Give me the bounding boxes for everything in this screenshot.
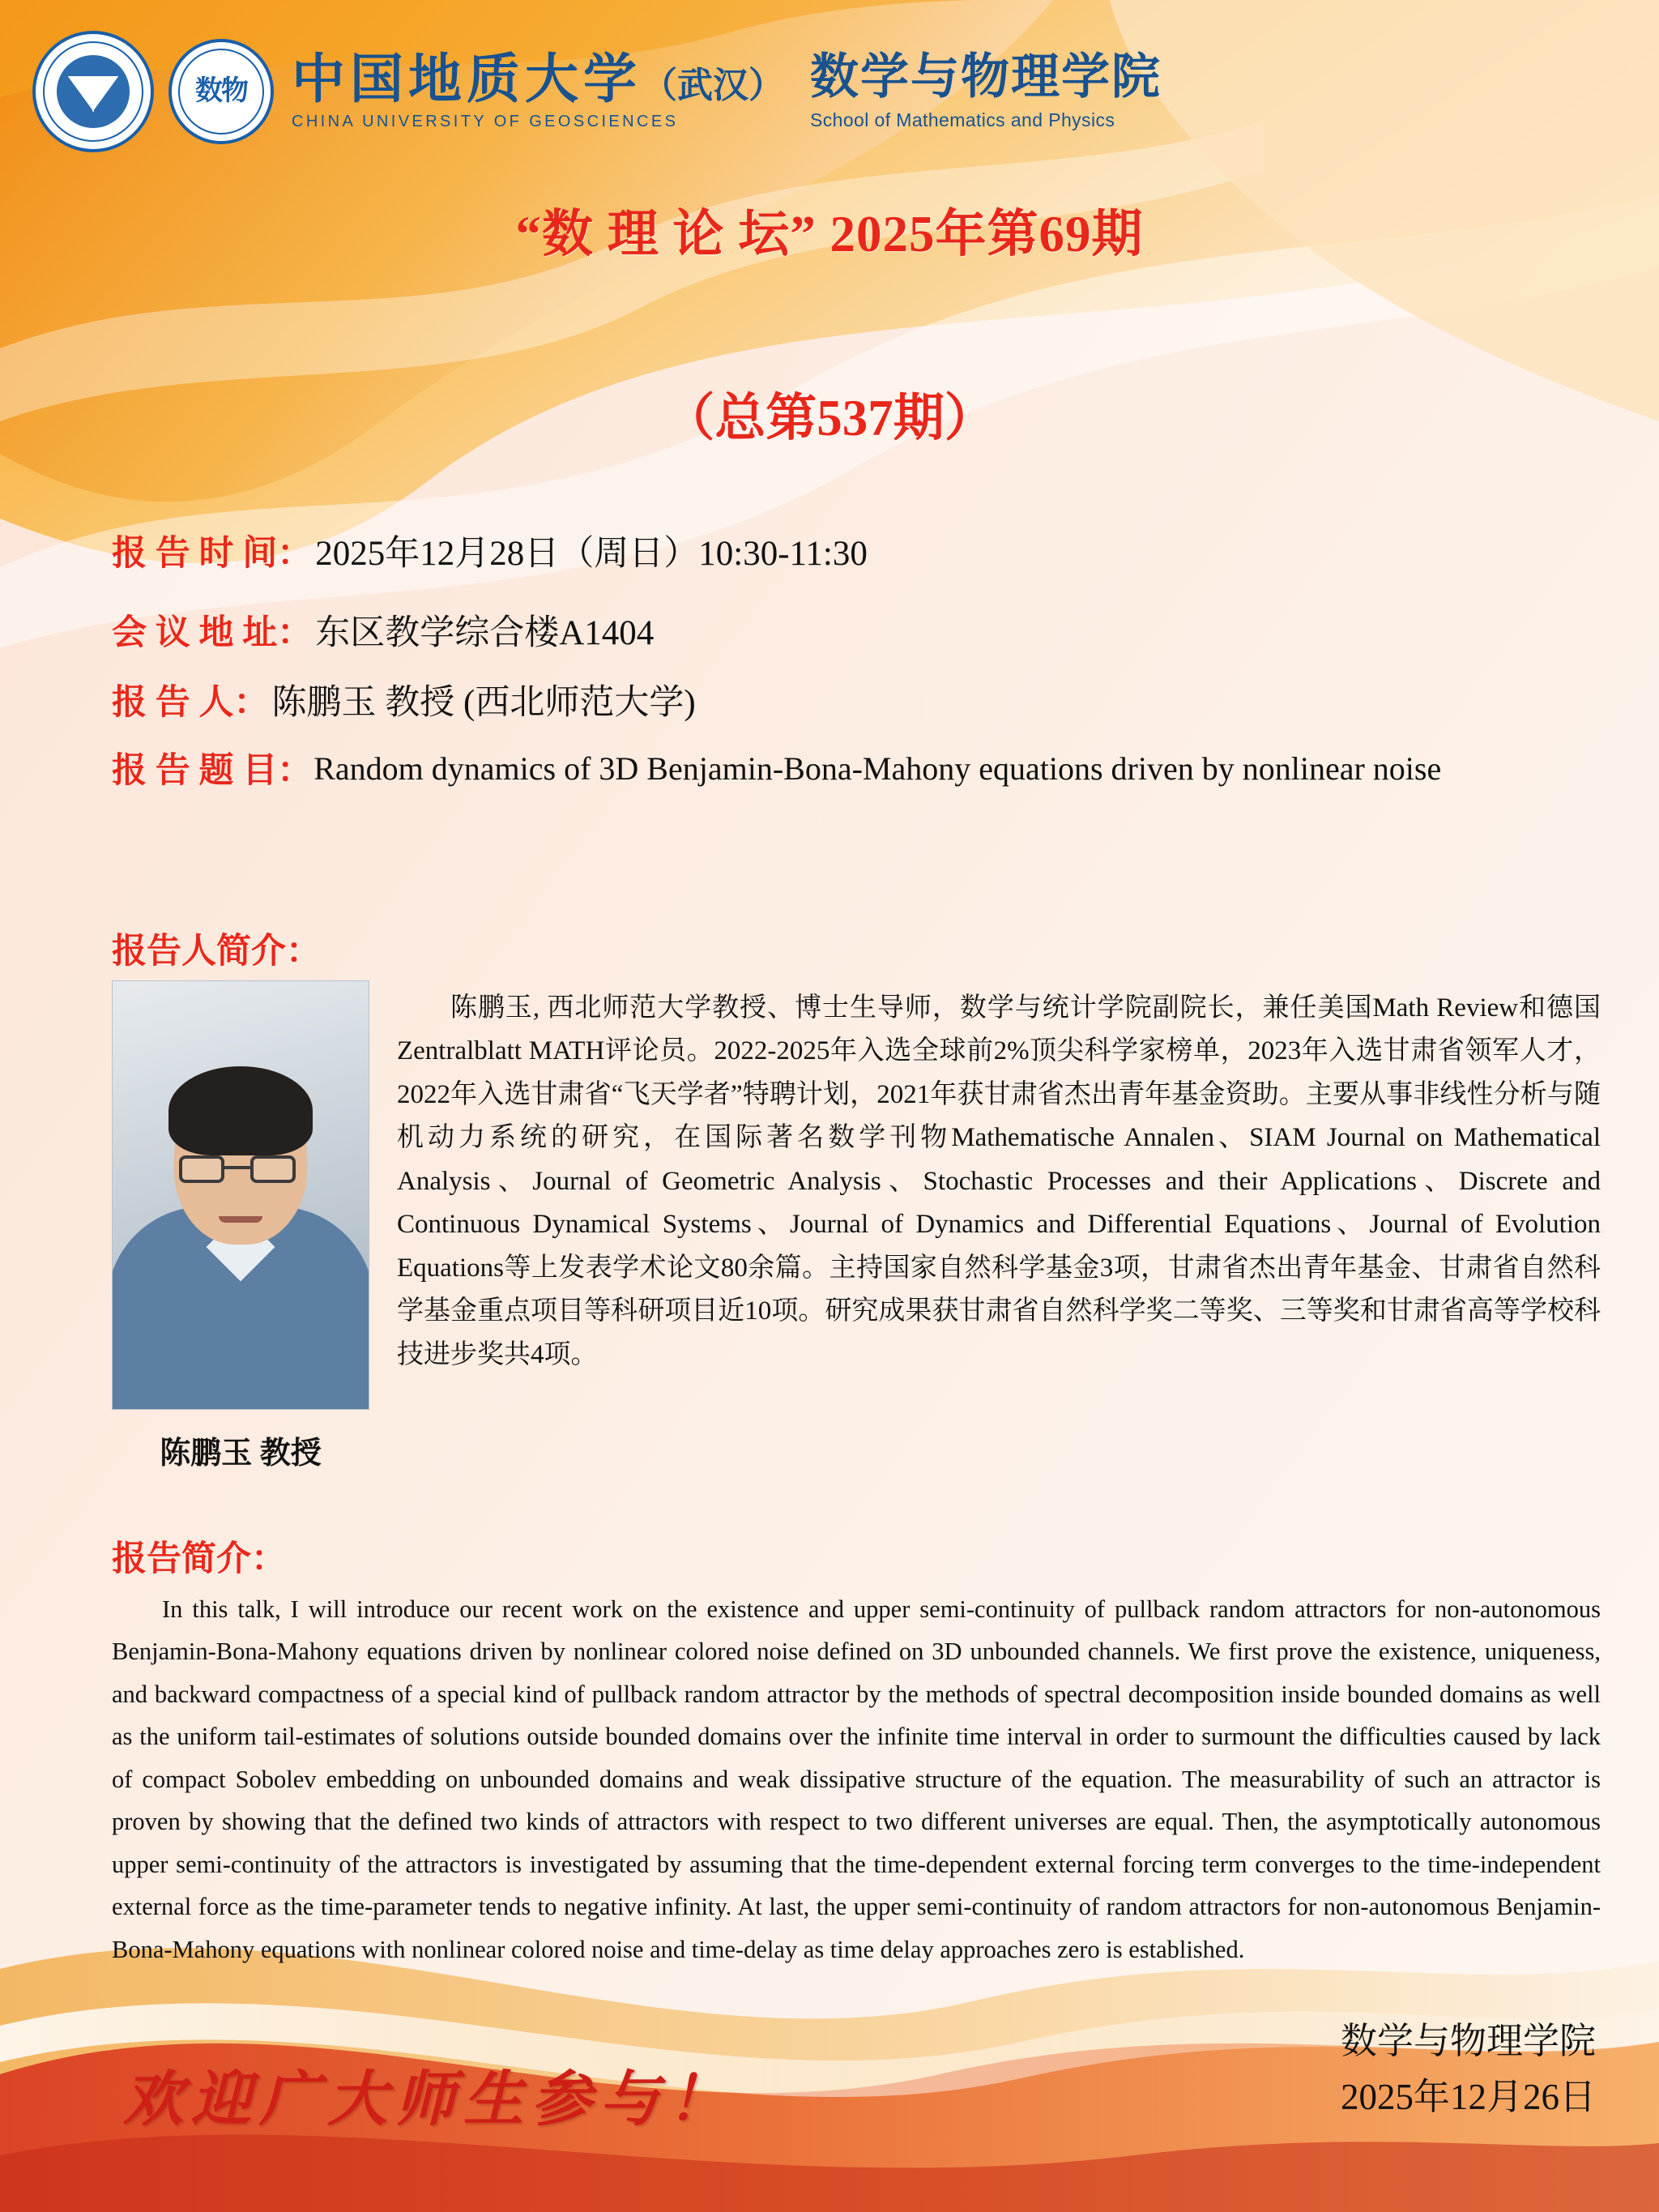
- math-physics-seal-icon: [168, 39, 274, 144]
- bio-paragraph: 陈鹏玉, 西北师范大学教授、博士生导师，数学与统计学院副院长，兼任美国Math Review和德国Zentralblatt MATH评论员。2022-2025年入选全球前2%顶尖科学家榜单，2023年入选甘肃省领军人才，2022年入选甘肃省“飞天学者”特聘计划，2021年获甘肃省杰出青年基金资助。主要从事非线性分析与随机动力系统的研究，在国际著名数学刊物Mathematische Annalen、SIAM Journal on Mathematical Analysis、Journal of Geometric Analysis、Stochastic Processes and their Applications、Discrete and Continuous Dynamical Systems、Journal of Dynamics and Differential Equations、Journal of Evolution Equations等上发表学术论文80余篇。主持国家自然科学基金3项，甘肃省杰出青年基金、甘肃省自然科学基金重点项目等科研项目近10项。研究成果获甘肃省自然科学奖二等奖、三等奖和甘肃省高等学校科技进步奖共4项。: [397, 993, 1601, 1369]
- speaker-label: 报 告 人：: [112, 684, 269, 723]
- poster-header: [32, 15, 1627, 169]
- bio-heading: 报告人简介：: [112, 933, 321, 971]
- cug-seal-icon: [32, 31, 154, 152]
- speaker-photo-caption: 陈鹏玉 教授: [160, 1437, 322, 1471]
- bio-text: [397, 987, 1601, 1377]
- speaker-photo-block: [112, 980, 369, 1472]
- abstract-heading: 报告简介：: [112, 1540, 286, 1578]
- math-seal-text: 数物: [195, 75, 247, 106]
- topic-label: 报 告 题 目：: [112, 752, 313, 791]
- poster-title-line1: “数 理 论 坛” 2025年第69期: [515, 206, 1144, 263]
- university-name-en: CHINA UNIVERSITY OF GEOSCIENCES: [292, 113, 679, 131]
- university-campus-cn: （武汉）: [642, 65, 784, 105]
- abstract-text: [112, 1588, 1601, 1971]
- time-label: 报 告 时 间：: [112, 535, 313, 573]
- place-value: 东区教学综合楼A1404: [315, 614, 655, 653]
- place-label: 会 议 地 址：: [112, 614, 313, 653]
- time-value: 2025年12月28日（周日）10:30-11:30: [315, 535, 868, 573]
- abstract-paragraph: In this talk, I will introduce our recent work on the existence and upper semi-continuity of pullback random attractors for non-autonomous Benjamin-Bona-Mahony equations driven by nonlinear colored noise defined on 3D unbounded channels. We first prove the existence, uniqueness, and backward compactness of a special kind of pullback random attractor by the methods of spectral decomposition inside bounded domains as well as the uniform tail-estimates of solutions outside bounded domains over the infinite time interval in order to surmount the difficulties caused by lack of compact Sobolev embedding on unbounded domains and weak dissipative structure of the equation. The measurability of such an attractor is proven by showing that the defined two kinds of attractors with respect to two different universes are equal. Then, the asymptotically autonomous upper semi-continuity of the attractors is investigated by assuming that the time-dependent external forcing term converges to the time-independent external force as the time-parameter tends to negative infinity. At last, the upper semi-continuity of random attractors for non-autonomous Benjamin-Bona-Mahony equations with nonlinear colored noise and time-delay as time delay approaches zero is established.: [112, 1595, 1601, 1963]
- info-row-topic: [112, 748, 1602, 795]
- poster-date: 2025年12月26日: [1340, 2077, 1596, 2118]
- school-names: [810, 52, 1162, 131]
- school-name-cn: 数学与物理学院: [810, 50, 1162, 104]
- university-names: [292, 49, 784, 131]
- info-row-place: [112, 610, 1602, 657]
- speaker-value: 陈鹏玉 教授 (西北师范大学): [271, 684, 696, 723]
- signature-block: [1341, 2013, 1596, 2127]
- talk-info-block: [112, 531, 1602, 816]
- poster-title-line2: （总第537期）: [663, 390, 996, 446]
- welcome-slogan: 欢迎广大师生参与！: [123, 2067, 736, 2133]
- organizer-name: 数学与物理学院: [1340, 2020, 1596, 2061]
- info-row-time: [112, 531, 1602, 578]
- speaker-photo: [112, 980, 369, 1410]
- info-row-speaker: [112, 680, 1602, 727]
- topic-value: Random dynamics of 3D Benjamin-Bona-Mahony equations driven by nonlinear noise: [313, 750, 1442, 788]
- university-name-cn: 中国地质大学: [292, 49, 642, 109]
- school-name-en: School of Mathematics and Physics: [810, 109, 1115, 130]
